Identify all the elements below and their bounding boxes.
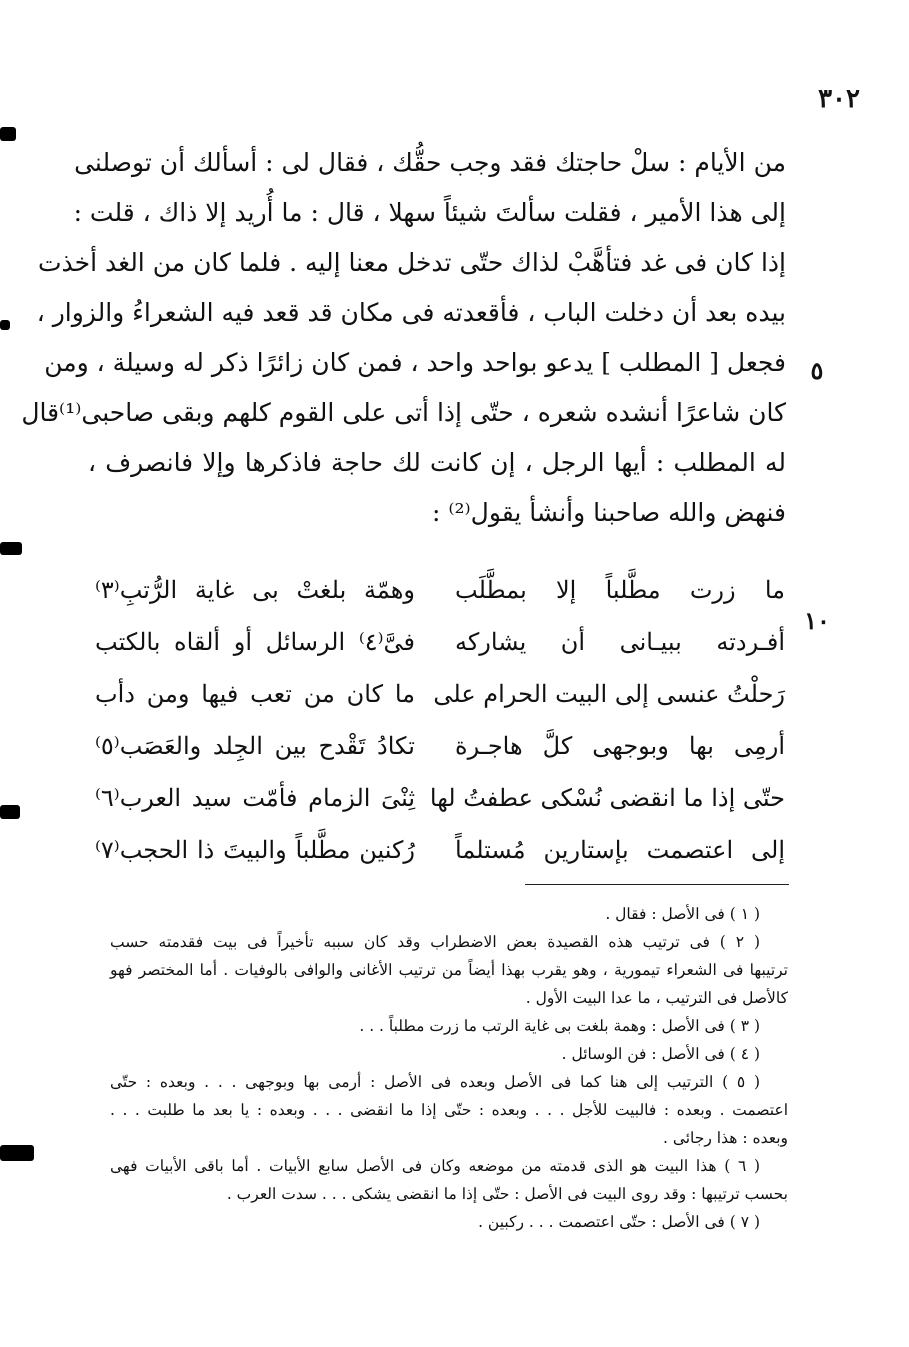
prose-line: من الأيام : سلْ حاجتك فقد وجب حقُّك ، فقال لى : أسألك أن توصلنى <box>74 148 786 177</box>
footnote-line: ( ٣ ) فى الأصل : وهمة بلغت بى غاية الرتب ما زرت مطلباً . . . <box>359 1017 760 1035</box>
poem-verse <box>95 824 785 876</box>
verse-first-hemistich: أفـردته ببيـانى أن يشاركه <box>455 628 785 656</box>
scan-mark <box>0 542 22 555</box>
verse-first-hemistich: رَحلْتُ عنسى إلى البيت الحرام على <box>433 680 785 708</box>
prose-line: بيده بعد أن دخلت الباب ، فأقعدته فى مكان قد قعد فيه الشعراءُ والزوار ، <box>36 298 786 327</box>
prose-paragraph <box>21 138 786 538</box>
prose-line: له المطلب : أيها الرجل ، إن كانت لك حاجة فاذكرها وإلا فانصرف ، <box>88 448 786 477</box>
poem-verse <box>95 772 785 824</box>
verse-first-hemistich: حتّى إذا ما انقضى نُسْكى عطفتُ لها <box>429 784 785 812</box>
footnote-line: ( ٢ ) فى ترتيب هذه القصيدة بعض الاضطراب وقد كان سببه تأخيراً فى بيت فقدمته حسب <box>110 933 760 951</box>
prose-line: إلى هذا الأمير ، فقلت سألتَ شيئاً سهلا ، قال : ما أُريد إلا ذاك ، قلت : <box>73 198 786 227</box>
prose-line: فنهض والله صاحبنا وأنشأ يقول⁽²⁾ : <box>431 498 786 527</box>
footnote-line: ( ٤ ) فى الأصل : فن الوسائل . <box>561 1045 760 1063</box>
verse-second-hemistich: رُكنين مطَّلباً والبيتَ ذا الحجب⁽٧⁾ <box>95 836 415 864</box>
verse-first-hemistich: ما زرت مطَّلباً إلا بمطَّلَب <box>455 576 785 604</box>
verse-second-hemistich: وهمّة بلغتْ بى غاية الرُّتبِ⁽٣⁾ <box>95 576 415 604</box>
prose-line: كان شاعرًا أنشده شعره ، حتّى إذا أتى على القوم كلهم وبقى صاحبى⁽¹⁾قال <box>21 398 786 427</box>
poem <box>95 564 785 876</box>
page-number: ٣٠٢ <box>818 84 860 114</box>
prose-line: فجعل [ المطلب ] يدعو بواحد واحد ، فمن كان زائرًا ذكر له وسيلة ، ومن <box>44 348 786 377</box>
footnote-separator <box>525 884 789 885</box>
poem-verse <box>95 720 785 772</box>
footnote-line: ( ٦ ) هذا البيت هو الذى قدمته من موضعه وكان فى الأصل سابع الأبيات . أما باقى الأبيات فهى <box>110 1157 760 1175</box>
footnote-line: وبعده : هذا رجائى . <box>662 1129 788 1147</box>
poem-verse <box>95 564 785 616</box>
footnote-line: اعتصمت . وبعده : فالبيت للأجل . . . وبعده : حتّى إذا ما انقضى . . . وبعده : يا بعد ما طلبت . . . <box>110 1101 788 1119</box>
line-marker-5: ٥ <box>810 356 824 385</box>
scan-mark <box>0 1145 34 1161</box>
line-marker-10: ١٠ <box>804 606 830 635</box>
footnote-line: ترتيبها فى الشعراء تيمورية ، وهو يقرب بهذا أيضاً من ترتيب الأغانى والوافى بالوفيات . أما المختصر فهو <box>110 961 788 979</box>
poem-verse <box>95 668 785 720</box>
verse-second-hemistich: ما كان من تعب فيها ومن دأب <box>95 680 415 708</box>
scan-mark <box>0 320 10 330</box>
verse-first-hemistich: أرمِى بها وبوجهى كلَّ هاجـرة <box>455 732 785 760</box>
footnote-line: كالأصل فى الترتيب ، ما عدا البيت الأول . <box>525 989 788 1007</box>
footnote-line: ( ٥ ) الترتيب إلى هنا كما فى الأصل وبعده فى الأصل : أرمى بها وبوجهى . . . وبعده : حتّى <box>110 1073 760 1091</box>
verse-second-hemistich: فىَّ⁽٤⁾ الرسائل أو ألقاه بالكتب <box>95 628 415 656</box>
verse-first-hemistich: إلى اعتصمت بإستارين مُستلماً <box>455 836 785 864</box>
footnotes <box>110 900 788 1236</box>
verse-second-hemistich: تكادُ تَقْدح بين الجِلد والعَصَب⁽٥⁾ <box>95 732 415 760</box>
footnote-line: ( ١ ) فى الأصل : فقال . <box>605 905 760 923</box>
footnote-line: بحسب ترتيبها : وقد روى البيت فى الأصل : حتّى إذا ما انقضى يشكى . . . سدت العرب . <box>226 1185 788 1203</box>
footnote-line: ( ٧ ) فى الأصل : حتّى اعتصمت . . . ركبين . <box>478 1213 760 1231</box>
scan-mark <box>0 127 16 141</box>
prose-line: إذا كان فى غد فتأهَّبْ لذاك حتّى تدخل معنا إليه . فلما كان من الغد أخذت <box>38 248 786 277</box>
scan-mark <box>0 805 20 819</box>
poem-verse <box>95 616 785 668</box>
verse-second-hemistich: ثِنْىَ الزمام فأمّت سيد العرب⁽٦⁾ <box>95 784 415 812</box>
